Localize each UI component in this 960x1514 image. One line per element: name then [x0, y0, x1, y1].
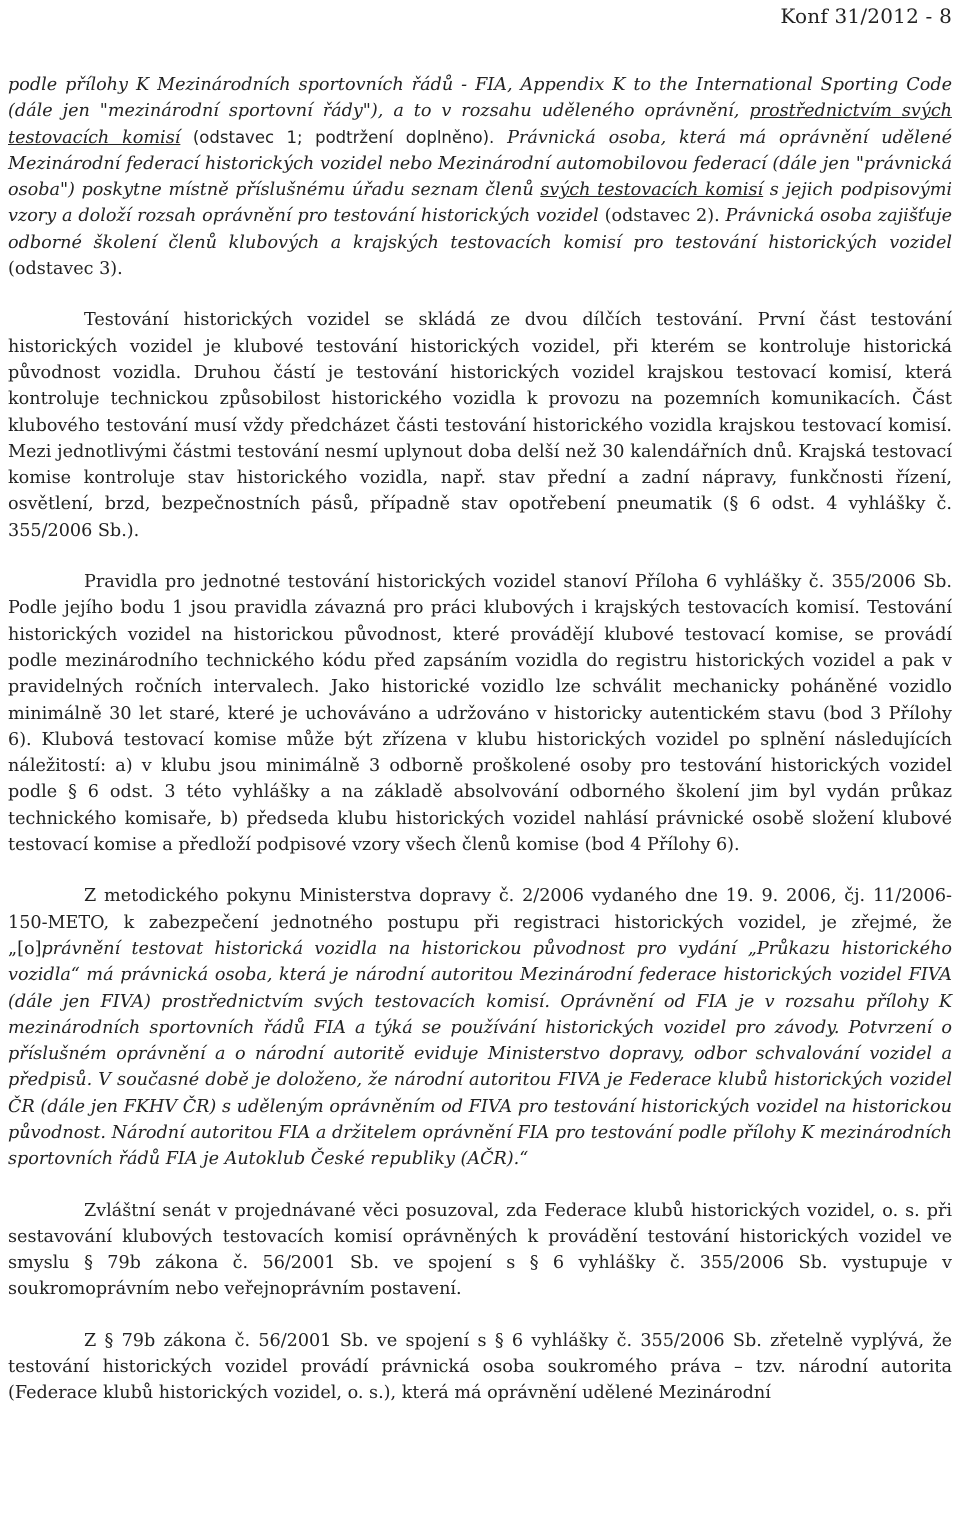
paragraph-1-ref-2: (odstavec 2).	[598, 206, 726, 227]
paragraph-6: Z § 79b zákona č. 56/2001 Sb. ve spojení s § 6 vyhlášky č. 355/2006 Sb. zřetelně vyplývá, že testování historických vozidel provádí právnická osoba soukromého práva – tzv. národní autorita (Federace klubů historických vozidel, o. s.), která má oprávnění udělené Mezinárodní	[8, 1330, 952, 1404]
paragraph-1	[8, 72, 952, 282]
paragraph-1-ref-3: (odstavec 3).	[8, 259, 123, 280]
paragraph-4-quote: právnění testovat historická vozidla na historickou původnost pro vydání „Průkazu historického vozidla“ má právnická osoba, která je národní autoritou Mezinárodní federace historických vozidel FIVA (dále jen FIVA) prostřednictvím svých testovacích komisí. Oprávnění od FIA je v rozsahu přílohy K mezinárodních sportovních řádů FIA a týká se používání historických vozidel pro závody. Potvrzení o příslušném oprávnění a o národní autoritě eviduje Ministerstvo dopravy, odbor schvalování vozidel a předpisů. V současné době je doloženo, že národní autoritou FIVA je Federace klubů historických vozidel ČR (dále jen FKHV ČR) s uděleným oprávněním od FIVA pro testování historických vozidel na historickou původnost. Národní autoritou FIA a držitelem oprávnění FIA pro testování podle přílohy K mezinárodních sportovních řádů FIA je Autoklub České republiky (AČR).“	[8, 938, 952, 1170]
page-header: Konf 31/2012 - 8	[780, 4, 952, 28]
paragraph-1-quote-f: Právnická osoba zajišťuje odborné školení členů klubových a krajských testovacích komisí pro testování historických vozidel	[8, 206, 952, 253]
paragraph-1-note: (odstavec 1; podtržení doplněno).	[180, 127, 495, 147]
document-body	[8, 72, 952, 1407]
paragraph-4-intro: Z metodického pokynu Ministerstva dopravy č. 2/2006 vydaného dne 19. 9. 2006, čj. 11/2006-150-METO, k zabezpečení jednotného postupu při registraci historických vozidel, je zřejmé, že „[o]	[8, 886, 952, 959]
paragraph-1-underline-a: prostřednictvím svých testovacích komisí	[8, 101, 952, 148]
paragraph-3: Pravidla pro jednotné testování historických vozidel stanoví Příloha 6 vyhlášky č. 355/2006 Sb. Podle jejího bodu 1 jsou pravidla závazná pro práci klubových i krajských testovacích komisí. Testování historických vozidel na historickou původnost, které provádějí klubové testovací komise, se provádí podle mezinárodního technického kódu před zapsáním vozidla do registru historických vozidel a pak v pravidelných ročních intervalech. Jako historické vozidlo lze schválit mechanicky poháněné vozidlo minimálně 30 let staré, které je uchováváno a udržováno v historicky autentickém stavu (bod 3 Přílohy 6). Klubová testovací komise může být zřízena v klubu historických vozidel po splnění následujících náležitostí: a) v klubu jsou minimálně 3 odborně proškolené osoby pro testování historických vozidel podle § 6 odst. 3 této vyhlášky a na základě absolvování odborného školení jim byl vydán průkaz technického komisaře, b) předseda klubu historických vozidel nahlásí právnické osobě složení klubové testovací komise a předloží podpisové vzory všech členů komise (bod 4 Přílohy 6).	[8, 572, 952, 856]
paragraph-1-quote-a: podle přílohy K Mezinárodních sportovních řádů - FIA, Appendix K to the International Sporting Code (dále jen "mezinárodní sportovní řády"), a to v rozsahu uděleného oprávnění,	[8, 75, 952, 122]
paragraph-1-quote-d: s jejich podpisovými vzory a doloží rozsah oprávnění pro testování historických vozidel	[8, 180, 952, 227]
paragraph-1-underline-c: svých testovacích komisí	[540, 180, 764, 201]
paragraph-2: Testování historických vozidel se skládá ze dvou dílčích testování. První část testování historických vozidel je klubové testování historických vozidel, při kterém se kontroluje historická původnost vozidla. Druhou částí je testování historických vozidel krajskou testovací komisí, která kontroluje technickou způsobilost historického vozidla k provozu na pozemních komunikacích. Část klubového testování musí vždy předcházet části testování historického vozidla krajskou testovací komisí. Mezi jednotlivými částmi testování nesmí uplynout doba delší než 30 kalendářních dnů. Krajská testovací komise kontroluje stav historického vozidla, např. stav přední a zadní nápravy, funkčnosti řízení, osvětlení, brzd, bezpečnostních pásů, případně stav opotřebení pneumatik (§ 6 odst. 4 vyhlášky č. 355/2006 Sb.).	[8, 310, 952, 541]
paragraph-5: Zvláštní senát v projednávané věci posuzoval, zda Federace klubů historických vozidel, o. s. při sestavování klubových testovacích komisí oprávněných k provádění testování historických vozidel ve smyslu § 79b zákona č. 56/2001 Sb. ve spojení s § 6 vyhlášky č. 355/2006 Sb. vystupuje v soukromoprávním nebo veřejnoprávním postavení.	[8, 1200, 952, 1300]
paragraph-1-quote-c: Právnická osoba, která má oprávnění udělené Mezinárodní federací historických vozidel nebo Mezinárodní automobilovou federací (dále jen "právnická osoba") poskytne místně příslušnému úřadu seznam členů	[8, 127, 952, 201]
paragraph-4	[8, 883, 952, 1172]
